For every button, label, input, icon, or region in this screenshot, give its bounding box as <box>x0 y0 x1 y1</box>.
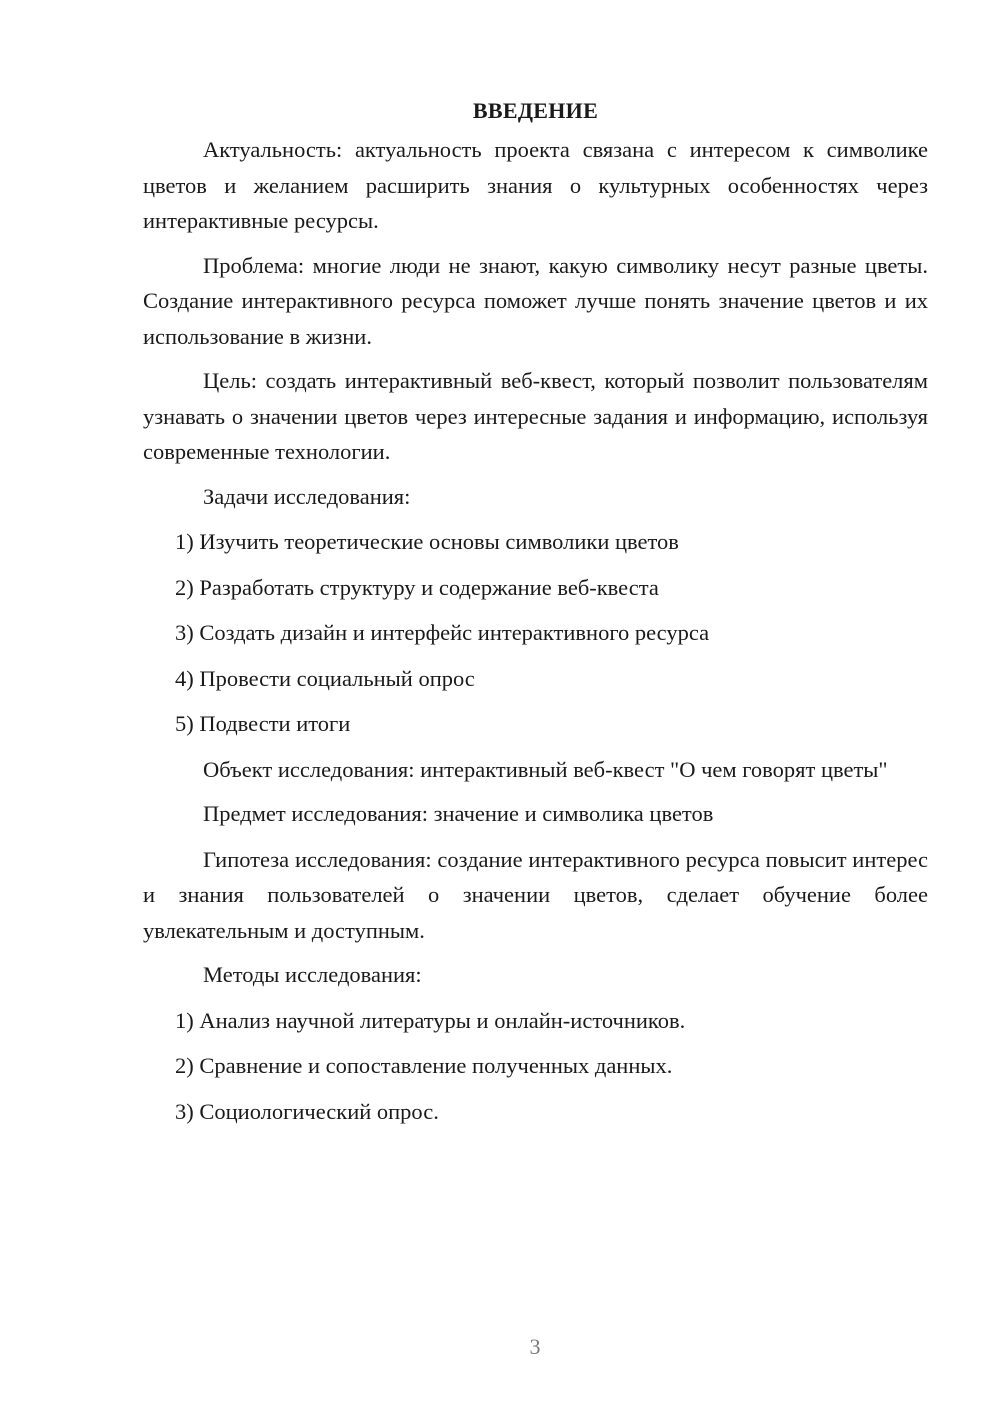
page-number: 3 <box>529 1334 541 1359</box>
problem-paragraph: Проблема: многие люди не знают, какую символику несут разные цветы. Создание интерактивного ресурса поможет лучше понять значение цветов и их использование в жизни. <box>143 252 928 349</box>
section-heading: ВВЕДЕНИЕ <box>472 98 599 123</box>
object-paragraph: Объект исследования: интерактивный веб-квест "О чем говорят цветы" <box>203 756 888 782</box>
method-item: 1) Анализ научной литературы и онлайн-источников. <box>175 1007 686 1033</box>
subject-line: Предмет исследования: значение и символика цветов <box>203 801 714 826</box>
methods-title: Методы исследования: <box>203 962 422 987</box>
method-item: 2) Сравнение и сопоставление полученных данных. <box>175 1053 673 1078</box>
relevance-paragraph: Актуальность: актуальность проекта связана с интересом к символике цветов и желанием расширить знания о культурных особенностях через интерактивные ресурсы. <box>143 137 928 233</box>
document-page <box>143 96 928 1139</box>
hypothesis-paragraph: Гипотеза исследования: создание интерактивного ресурса повысит интерес и знания пользователей о значении цветов, сделает обучение более увлекательным и доступным. <box>143 846 928 943</box>
tasks-title: Задачи исследования: <box>203 483 411 509</box>
task-item: 4) Провести социальный опрос <box>175 665 475 691</box>
task-item: 1) Изучить теоретические основы символики цветов <box>175 529 679 554</box>
task-item: 2) Разработать структуру и содержание веб-квеста <box>175 574 659 600</box>
task-item: 3) Создать дизайн и интерфейс интерактивного ресурса <box>175 620 710 645</box>
goal-paragraph: Цель: создать интерактивный веб-квест, который позволит пользователям узнавать о значении цветов через интересные задания и информацию, используя современные технологии. <box>143 368 928 464</box>
task-item: 5) Подвести итоги <box>175 711 351 736</box>
method-item: 3) Социологический опрос. <box>175 1098 439 1124</box>
